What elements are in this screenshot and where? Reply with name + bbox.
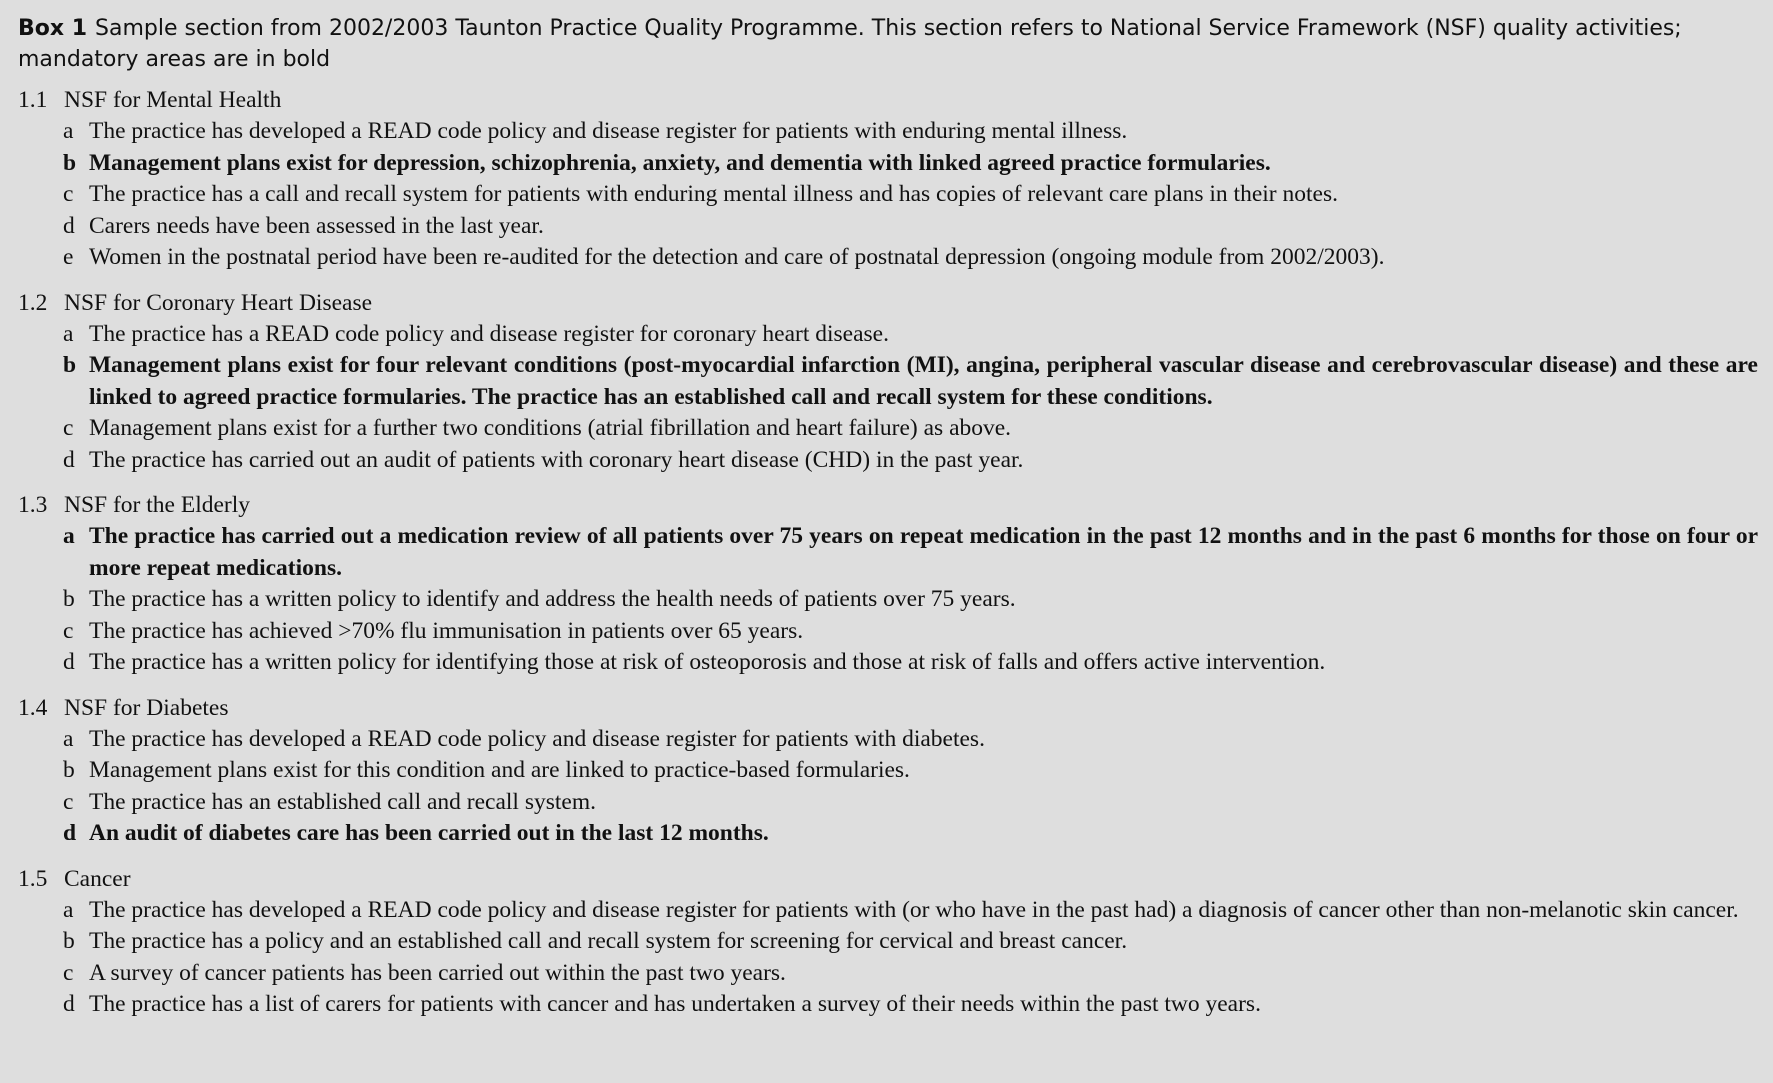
section-title: NSF for Mental Health — [64, 87, 282, 113]
section-title: NSF for Diabetes — [64, 694, 229, 721]
box-caption — [18, 13, 1758, 75]
section-heading — [18, 85, 1758, 116]
section-1-5 — [18, 864, 1758, 1021]
section-heading — [18, 490, 1758, 521]
list-item — [18, 755, 1758, 787]
item-letter: d — [63, 991, 75, 1017]
section-number: 1.5 — [18, 865, 48, 892]
list-item — [18, 116, 1758, 148]
section-1-1 — [18, 85, 1758, 274]
item-letter: b — [63, 149, 77, 176]
item-text: A survey of cancer patients has been carried out within the past two years. — [89, 959, 786, 986]
list-item — [18, 211, 1758, 243]
list-item — [18, 179, 1758, 211]
item-text: The practice has a list of carers for patients with cancer and has undertaken a survey of their needs within the past two years. — [89, 991, 1261, 1017]
item-letter: c — [63, 959, 74, 986]
item-letter: d — [63, 212, 75, 239]
item-text: Management plans exist for four relevant conditions (post-myocardial infarction (MI), angina, peripheral vascular disease and cerebrovascular disease) and these are linked to agreed practice formularies. The practice has an established call and recall system for these conditions. — [89, 352, 1758, 410]
list-item — [18, 413, 1758, 445]
section-heading — [18, 864, 1758, 895]
item-letter: b — [63, 757, 75, 783]
section-1-3 — [18, 490, 1758, 679]
list-item — [18, 895, 1758, 927]
item-letter: a — [63, 118, 74, 144]
list-item — [18, 724, 1758, 756]
item-text: The practice has developed a READ code policy and disease register for patients with enduring mental illness. — [89, 118, 1128, 144]
item-text: The practice has a policy and an established call and recall system for screening for cervical and breast cancer. — [89, 928, 1128, 954]
section-heading — [18, 693, 1758, 724]
item-letter: a — [63, 896, 74, 923]
item-text: Carers needs have been assessed in the last year. — [89, 212, 544, 239]
item-text: The practice has carried out a medication review of all patients over 75 years on repeat medication in the past 12 months and in the past 6 months for those on four or more repeat medications. — [89, 523, 1758, 581]
list-item — [18, 647, 1758, 679]
section-1-2 — [18, 288, 1758, 477]
item-text: The practice has carried out an audit of patients with coronary heart disease (CHD) in the past year. — [89, 446, 1024, 473]
item-letter: c — [63, 415, 74, 441]
section-number: 1.1 — [18, 87, 48, 113]
item-letter: b — [63, 352, 77, 378]
section-number: 1.2 — [18, 289, 48, 316]
list-item — [18, 989, 1758, 1021]
section-title: NSF for Coronary Heart Disease — [64, 289, 373, 316]
list-item — [18, 584, 1758, 616]
item-text: The practice has developed a READ code policy and disease register for patients with diabetes. — [89, 725, 985, 752]
section-heading — [18, 288, 1758, 319]
item-text: Women in the postnatal period have been re-audited for the detection and care of postnatal depression (ongoing module from 2002/2003). — [89, 244, 1385, 270]
list-item — [18, 319, 1758, 351]
list-item — [18, 521, 1758, 584]
item-letter: b — [63, 928, 75, 954]
list-item — [18, 148, 1758, 180]
item-letter: b — [63, 586, 75, 612]
item-text: Management plans exist for a further two conditions (atrial fibrillation and heart failure) as above. — [89, 415, 1012, 441]
box-label: Box 1 — [18, 16, 88, 41]
list-item — [18, 445, 1758, 477]
item-text: Management plans exist for depression, schizophrenia, anxiety, and dementia with linked agreed practice formularies. — [89, 149, 1271, 176]
item-letter: a — [63, 320, 74, 347]
item-text: The practice has an established call and recall system. — [89, 788, 596, 815]
item-text: The practice has a written policy for identifying those at risk of osteoporosis and those at risk of falls and offers active intervention. — [89, 649, 1326, 675]
section-1-4 — [18, 693, 1758, 850]
item-letter: c — [63, 181, 74, 207]
item-text: An audit of diabetes care has been carried out in the last 12 months. — [89, 820, 769, 846]
item-letter: d — [63, 820, 77, 846]
item-letter: e — [63, 244, 74, 270]
item-letter: d — [63, 446, 75, 473]
section-title: Cancer — [64, 865, 131, 892]
item-text: The practice has a READ code policy and disease register for coronary heart disease. — [89, 320, 889, 347]
list-item — [18, 926, 1758, 958]
item-text: The practice has developed a READ code policy and disease register for patients with (or who have in the past had) a diagnosis of cancer other than non-melanotic skin cancer. — [89, 896, 1739, 923]
item-letter: c — [63, 788, 74, 815]
sections-list — [18, 85, 1758, 1021]
section-number: 1.4 — [18, 694, 48, 721]
section-title: NSF for the Elderly — [64, 492, 251, 518]
item-text: The practice has a call and recall system for patients with enduring mental illness and has copies of relevant care plans in their notes. — [89, 181, 1338, 207]
item-text: Management plans exist for this condition and are linked to practice-based formularies. — [89, 757, 910, 783]
list-item — [18, 616, 1758, 648]
list-item — [18, 818, 1758, 850]
list-item — [18, 958, 1758, 990]
item-letter: c — [63, 617, 74, 644]
item-letter: a — [63, 523, 75, 549]
box-caption-text: Sample section from 2002/2003 Taunton Practice Quality Programme. This section refers to National Service Framework (NSF) quality activities; mandatory areas are in bold — [18, 16, 1682, 72]
item-letter: a — [63, 725, 74, 752]
list-item — [18, 350, 1758, 413]
item-text: The practice has a written policy to identify and address the health needs of patients over 75 years. — [89, 586, 1016, 612]
box-1 — [18, 13, 1758, 1035]
list-item — [18, 787, 1758, 819]
item-text: The practice has achieved >70% flu immunisation in patients over 65 years. — [89, 617, 804, 644]
list-item — [18, 242, 1758, 274]
section-number: 1.3 — [18, 492, 48, 518]
item-letter: d — [63, 649, 75, 675]
